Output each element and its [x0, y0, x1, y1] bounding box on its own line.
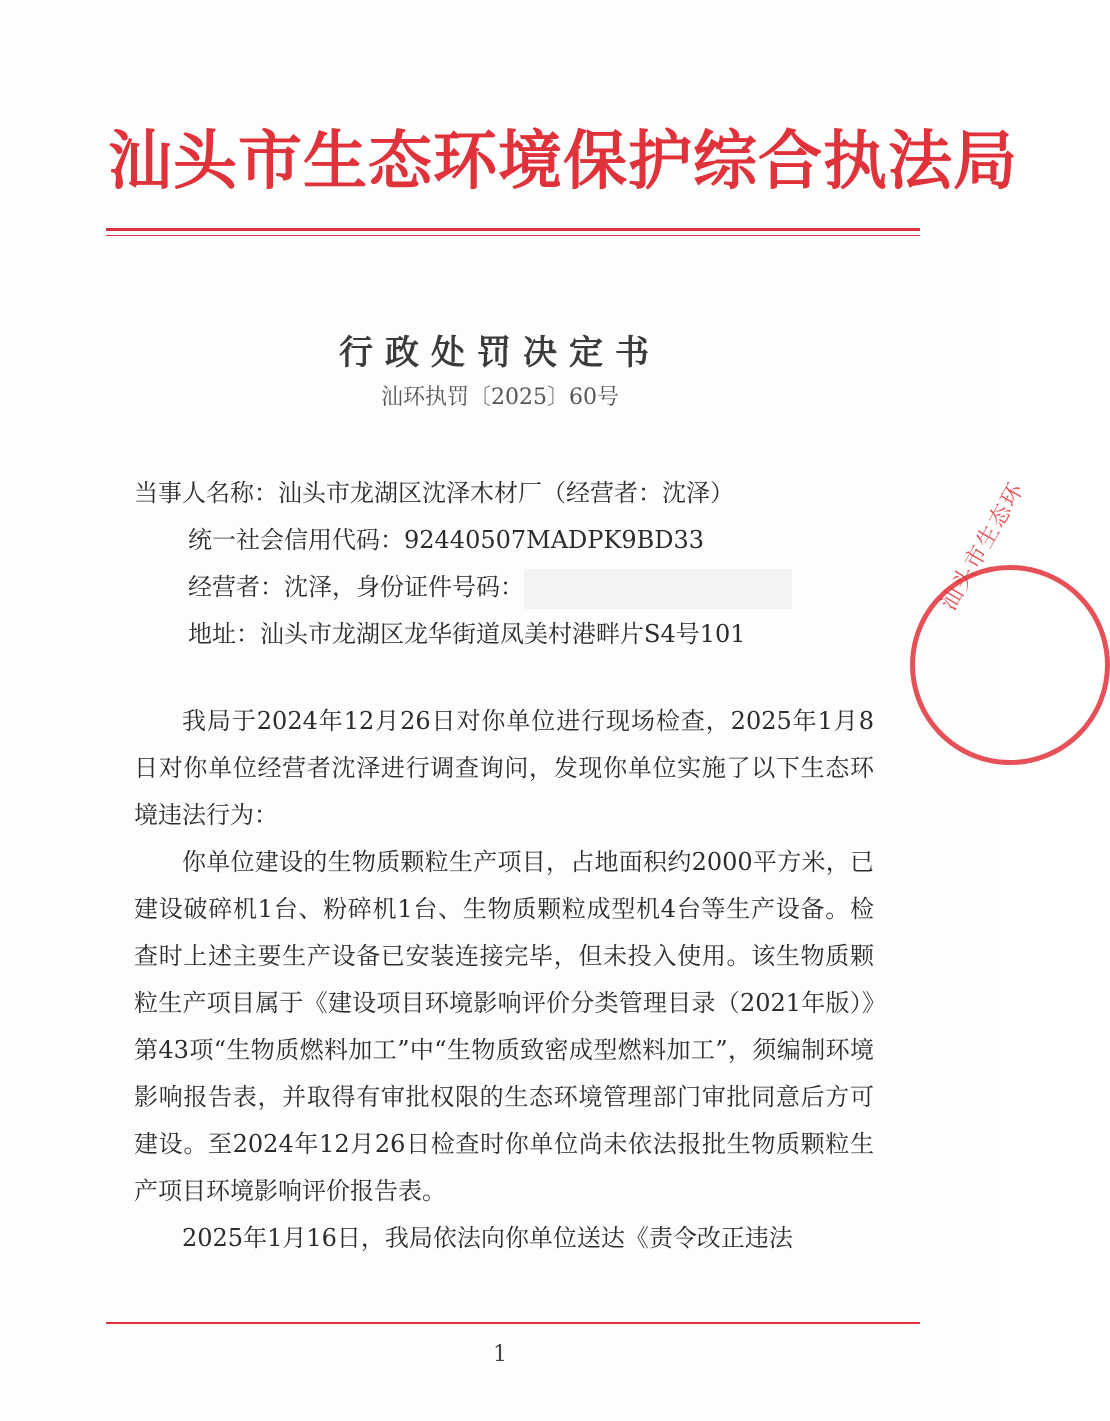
operator-line	[134, 564, 874, 611]
party-name-line: 当事人名称：汕头市龙湖区沈泽木材厂（经营者：沈泽）	[134, 479, 734, 507]
header-red-rule-thin	[106, 235, 920, 236]
redacted-id-number	[524, 569, 792, 609]
page-number: 1	[493, 1342, 507, 1367]
body-paragraph: 2025年1月16日，我局依法向你单位送达《责令改正违法	[182, 1224, 793, 1252]
agency-name-header: 汕头市生态环境保护综合执法局	[108, 124, 1018, 199]
address-line: 地址：汕头市龙湖区龙华街道凤美村港畔片S4号101	[188, 620, 746, 648]
header-red-rule	[106, 228, 920, 231]
document-number: 汕环执罚〔2025〕60号	[381, 385, 619, 410]
party-info	[134, 470, 874, 658]
credit-code-line: 统一社会信用代码：92440507MADPK9BD33	[188, 526, 705, 554]
footer-red-rule	[106, 1322, 920, 1324]
operator-text: 经营者：沈泽，身份证件号码：	[188, 573, 524, 601]
body-paragraph: 你单位建设的生物质颗粒生产项目，占地面积约2000平方米，已建设破碎机1台、粉碎机1台、生物质颗粒成型机4台等生产设备。检查时上述主要生产设备已安装连接完毕，但未投入使用。该生物质颗粒生产项目属于《建设项目环境影响评价分类管理目录（2021年版）》第43项“生物质燃料加工”中“生物质致密成型燃料加工”，须编制环境影响报告表，并取得有审批权限的生态环境管理部门审批同意后方可建设。至2024年12月26日检查时你单位尚未依法报批生物质颗粒生产项目环境影响评价报告表。	[134, 848, 874, 1205]
document-title: 行政处罚决定书	[339, 333, 661, 373]
body-text	[134, 698, 874, 1262]
body-paragraph: 我局于2024年12月26日对你单位进行现场检查，2025年1月8日对你单位经营者沈泽进行调查询问，发现你单位实施了以下生态环境违法行为：	[134, 707, 874, 829]
official-seal-text: 汕头市生态环	[936, 477, 1030, 615]
